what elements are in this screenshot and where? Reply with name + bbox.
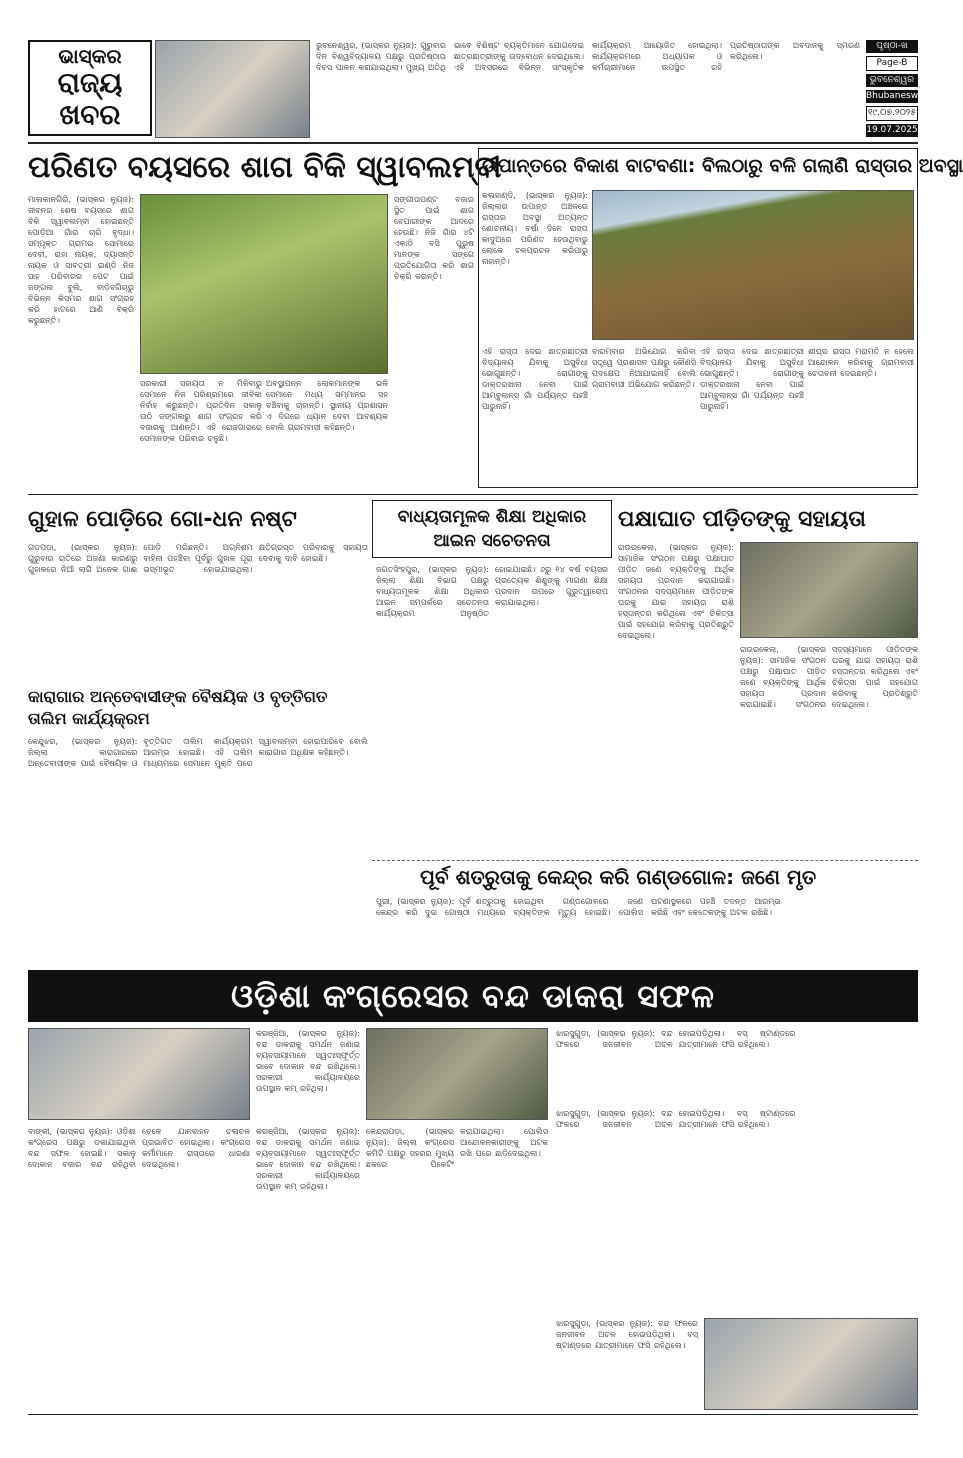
story2-col4: ଶୀଘ୍ର ରାସ୍ତା ମରାମତି ନ ହେଲେ ଆନ୍ଦୋଳନ କରିବାକୁ ଗ୍ରାମବାସୀ ଚେତାବନୀ ଦେଇଛନ୍ତି। xyxy=(808,347,914,378)
story4-text: କେନ୍ଦୁଝର, (ଭାସ୍କର ନ୍ୟୁଜ): ଜିଲ୍ଲା କାରାଗାରରେ ଅନ୍ତେବାସୀଙ୍କ ପାଇଁ ବୈଷୟିକ ଓ ବୃତ୍ତିଗତ ତାଲିମ କାର୍ଯ୍ୟକ୍ରମ ଆରମ୍ଭ ହୋଇଛି। ଏହି ତାଲିମ ମାଧ୍ୟମରେ ସେମାନେ ମୁକ୍ତି ପରେ ସ୍ୱାବଲମ୍ବୀ ହୋଇପାରିବେ ବୋଲି କାରାଗାର ଅଧିକ୍ଷକ କହିଛନ୍ତି। xyxy=(28,737,368,768)
story5-headline-2: ଆଇନ ସଚେତନତା xyxy=(433,531,551,551)
masthead xyxy=(28,40,152,136)
masthead-title-1: ରାଜ୍ୟ xyxy=(57,66,123,99)
rule-top xyxy=(28,142,918,144)
story2-headline: ଉପାନ୍ତରେ ବିକାଶ ବାଟବଣା: ବିଲଠାରୁ ବଳି ଗଲାଣି ରାସ୍ତାର ଅବସ୍ଥା xyxy=(482,155,963,177)
story3-headline: ଗୁହାଳ ପୋଡ଼ିରେ ଗୋ-ଧନ ନଷ୍ଟ xyxy=(28,507,297,532)
story1-headline: ପରିଣତ ବୟସରେ ଶାଗ ବିକି ସ୍ୱାବଲମ୍ବୀ xyxy=(28,150,502,185)
story2-col1: କଳାହାଣ୍ଡି, (ଭାସ୍କର ନ୍ୟୁଜ): ଜିଲ୍ଲାର ଉପାନ୍ତ ଅଞ୍ଚଳରେ ରାସ୍ତାର ଅବସ୍ଥା ଅତ୍ୟନ୍ତ ଶୋଚନୀୟ। ବର୍ଷା ଦିନେ ରାସ୍ତା କାଦୁଅରେ ପରିଣତ ହେଉଥିବାରୁ ଲୋକେ ଚଳପ୍ରଚଳ କରିପାରୁ ନାହାନ୍ତି। xyxy=(482,191,588,266)
story8-photo-1 xyxy=(28,1028,250,1120)
story2-photo xyxy=(592,190,914,340)
date-en: 19.07.2025 xyxy=(866,125,918,135)
masthead-title-2: ଖବର xyxy=(59,98,121,131)
story6-headline: ପକ୍ଷାଘାତ ପୀଡ଼ିତଙ୍କୁ ସହାୟତା xyxy=(618,507,866,532)
story8-col4-top: ଝାରସୁଗୁଡ଼ା, (ଭାସ୍କର ନ୍ୟୁଜ): ବନ୍ଦ ଫଳରେ ଜନଜୀବନ ଅଚଳ ହୋଇପଡ଼ିଥିଲା। ବସ୍ ଷ୍ଟାଣ୍ଡରେ ଯାତ୍ରୀମାନେ ଫସି ରହିଥିଲେ। xyxy=(556,1029,796,1049)
story8-col2-top: କରଞ୍ଜିଆ, (ଭାସ୍କର ନ୍ୟୁଜ): ବନ୍ଦ ଡାକରାକୁ ସମର୍ଥନ ଜଣାଇ ବ୍ୟବସାୟୀମାନେ ସ୍ୱତଃସ୍ଫୂର୍ତ୍ତ ଭାବେ ଦୋକାନ ବନ୍ଦ ରଖିଥିଲେ। ସରକାରୀ କାର୍ଯ୍ୟାଳୟରେ ଉପସ୍ଥାନ କମ୍ ରହିଥିଲା। xyxy=(256,1029,360,1093)
story6-text: ରାଉରକେଲା, (ଭାସ୍କର ନ୍ୟୁଜ): ସାମାଜିକ ସଂଗଠନ ପକ୍ଷରୁ ପକ୍ଷାଘାତ ପୀଡ଼ିତ ଜଣେ ବ୍ୟକ୍ତିଙ୍କୁ ଆର୍ଥିକ ସହାୟତା ପ୍ରଦାନ କରାଯାଇଛି। ସଂଗଠନର ସଦସ୍ୟମାନେ ପୀଡ଼ିତଙ୍କ ଘରକୁ ଯାଇ ସହାୟତା ରାଶି ହସ୍ତାନ୍ତର କରିଥିଲେ ଏବଂ ଚିକିତ୍ସା ପାଇଁ ସହଯୋଗ କରିବାକୁ ପ୍ରତିଶ୍ରୁତି ଦେଇଥିଲେ। xyxy=(618,543,734,640)
story2-col2: ଏହି ରାସ୍ତା ଦେଇ ଛାତ୍ରଛାତ୍ରୀ ବିଦ୍ୟାଳୟ ଯିବାକୁ ଅସୁବିଧା ଭୋଗୁଛନ୍ତି। ରୋଗୀଙ୍କୁ ଡାକ୍ତରଖାନା ନେବା ପାଇଁ ଆମ୍ବୁଲାନ୍ସ ଗାଁ ପର୍ଯ୍ୟନ୍ତ ପହଞ୍ଚି ପାରୁନାହିଁ। xyxy=(482,347,588,411)
masthead-brand: ଭାସ୍କର xyxy=(58,44,122,68)
story8-photo-3 xyxy=(704,1318,918,1410)
city-en: Bhubaneswar xyxy=(866,91,928,101)
page-info xyxy=(866,40,928,138)
story8-headline: ଓଡ଼ିଶା କଂଗ୍ରେସର ବନ୍ଦ ଡାକରା ସଫଳ xyxy=(230,976,716,1015)
story6-photo xyxy=(740,542,918,638)
story7-divider xyxy=(372,860,918,861)
story1-photo xyxy=(140,194,388,374)
story2-col3b: ଏହି ରାସ୍ତା ଦେଇ ଛାତ୍ରଛାତ୍ରୀ ବିଦ୍ୟାଳୟ ଯିବାକୁ ଅସୁବିଧା ଭୋଗୁଛନ୍ତି। ରୋଗୀଙ୍କୁ ଡାକ୍ତରଖାନା ନେବା ପାଇଁ ଆମ୍ବୁଲାନ୍ସ ଗାଁ ପର୍ଯ୍ୟନ୍ତ ପହଞ୍ଚି ପାରୁନାହିଁ। xyxy=(700,347,804,411)
story7-text: ପୁରୀ, (ଭାସ୍କର ନ୍ୟୁଜ): ପୂର୍ବ ଶତ୍ରୁତାକୁ କେନ୍ଦ୍ର କରି ଦୁଇ ଗୋଷ୍ଠୀ ମଧ୍ୟରେ ହୋଇଥିବା ଗଣ୍ଡଗୋଳରେ ଜଣେ ବ୍ୟକ୍ତିଙ୍କ ମୃତ୍ୟୁ ହୋଇଛି। ପୋଲିସ ଘଟଣାସ୍ଥଳରେ ପହଞ୍ଚି ତଦନ୍ତ ଆରମ୍ଭ କରିଛି ଏବଂ କେତେକଙ୍କୁ ଅଟକ ରଖିଛି। xyxy=(376,897,781,917)
story1-col2: ସରକାରୀ ସହାୟତା ନ ମିଳିବାରୁ ସେମାନେ ନିଜ ପରିଶ୍ରମରେ ଜୀବିକା ନିର୍ବାହ କରୁଛନ୍ତି। ପ୍ରତିଦିନ ସକାଳୁ ଉଠି ଜଙ୍ଗଲରୁ ଶାଗ ସଂଗ୍ରହ କରି ବଜାରକୁ ଆଣନ୍ତି। ଏହି ରୋଜଗାରରେ ସେମାନଙ୍କ ପରିବାର ଚଳୁଛି। xyxy=(140,379,262,443)
page-label-en: Page-B xyxy=(866,56,918,71)
story6-text-cont: ରାଉରକେଲା, (ଭାସ୍କର ନ୍ୟୁଜ): ସାମାଜିକ ସଂଗଠନ ପକ୍ଷରୁ ପକ୍ଷାଘାତ ପୀଡ଼ିତ ଜଣେ ବ୍ୟକ୍ତିଙ୍କୁ ଆର୍ଥିକ ସହାୟତା ପ୍ରଦାନ କରାଯାଇଛି। ସଂଗଠନର ସଦସ୍ୟମାନେ ପୀଡ଼ିତଙ୍କ ଘରକୁ ଯାଇ ସହାୟତା ରାଶି ହସ୍ତାନ୍ତର କରିଥିଲେ ଏବଂ ଚିକିତ୍ସା ପାଇଁ ସହଯୋଗ କରିବାକୁ ପ୍ରତିଶ୍ରୁତି ଦେଇଥିଲେ। xyxy=(740,645,918,709)
top-story-text: ଭୁବନେଶ୍ୱର, (ଭାସ୍କର ନ୍ୟୁଜ): ଗୁରୁବାର ଦିନ ବିଶ୍ୱବିଦ୍ୟାଳୟ ପକ୍ଷରୁ ପ୍ରତିଷ୍ଠାତା ଦିବସ ପାଳନ କରାଯାଇଥିଲା। ମୁଖ୍ୟ ଅତିଥି ଭାବେ ବିଶିଷ୍ଟ ବ୍ୟକ୍ତିମାନେ ଯୋଗଦେଇ ଛାତ୍ରଛାତ୍ରୀଙ୍କୁ ଉଦ୍ବୋଧନ ଦେଇଥିଲେ। ଏହି ଅବସରରେ ବିଭିନ୍ନ ସାଂସ୍କୃତିକ କାର୍ଯ୍ୟକ୍ରମ ଆୟୋଜିତ ହୋଇଥିଲା। କାର୍ଯ୍ୟକ୍ରମରେ ଅଧ୍ୟାପକ ଓ କର୍ମଚାରୀମାନେ ଉପସ୍ଥିତ ରହି ପ୍ରତିଷ୍ଠାତାଙ୍କ ଅବଦାନକୁ ସ୍ମରଣ କରିଥିଲେ। xyxy=(316,41,860,72)
story8-col2: କରଞ୍ଜିଆ, (ଭାସ୍କର ନ୍ୟୁଜ): ବନ୍ଦ ଡାକରାକୁ ସମର୍ଥନ ଜଣାଇ ବ୍ୟବସାୟୀମାନେ ସ୍ୱତଃସ୍ଫୂର୍ତ୍ତ ଭାବେ ଦୋକାନ ବନ୍ଦ ରଖିଥିଲେ। ସରକାରୀ କାର୍ଯ୍ୟାଳୟରେ ଉପସ୍ଥାନ କମ୍ ରହିଥିଲା। xyxy=(256,1127,360,1191)
city-od: ଭୁବନେଶ୍ୱର xyxy=(866,74,918,87)
story8-col4-bottom: ଝାରସୁଗୁଡ଼ା, (ଭାସ୍କର ନ୍ୟୁଜ): ବନ୍ଦ ଫଳରେ ଜନଜୀବନ ଅଚଳ ହୋଇପଡ଼ିଥିଲା। ବସ୍ ଷ୍ଟାଣ୍ଡରେ ଯାତ୍ରୀମାନେ ଫସି ରହିଥିଲେ। xyxy=(556,1319,698,1350)
story5-text: ଜଗତସିଂହପୁର, (ଭାସ୍କର ନ୍ୟୁଜ): ଜିଲ୍ଲା ଶିକ୍ଷା ବିଭାଗ ପକ୍ଷରୁ ବାଧ୍ୟତାମୂଳକ ଶିକ୍ଷା ଅଧିକାର ଆଇନ ସମ୍ପର୍କରେ ସଚେତନତା କାର୍ଯ୍ୟକ୍ରମ ଅନୁଷ୍ଠିତ ହୋଇଯାଇଛି। ୬ରୁ ୧୪ ବର୍ଷ ବୟସର ପ୍ରତ୍ୟେକ ଶିଶୁଙ୍କୁ ମାଗଣା ଶିକ୍ଷା ପ୍ରଦାନ ଉପରେ ଗୁରୁତ୍ୱାରୋପ କରାଯାଇଥିଲା। xyxy=(376,565,608,618)
rule-bottom xyxy=(28,1414,918,1415)
story1-col1: ମାଲକାନଗିରି, (ଭାସ୍କର ନ୍ୟୁଜ): ଜୀବନର ଶେଷ ବୟସରେ ଶାଗ ବିକି ସ୍ୱାବଲମ୍ବୀ ହୋଇଛନ୍ତି ପୋଡ଼ିଆ ଗାଁର ଚାରି ବୃଦ୍ଧା। ସମ୍ପୃକ୍ତ ଗ୍ରାମର ସୋମାରେ ଦେବୀ, ରାହା ନାୟକ, ଦ୍ୟାସନ୍ତି ନାୟକ ଓ ସାବତ୍ରୀ ଇଣ୍ଡି ନିଜ ସାହ ପରିବାରର ପେଟ ପାଇଁ ଜଙ୍ଗଲ ବୁଲି, ବାଡ଼ିବଗିଚାରୁ ବିଭିନ୍ନ କିସମର ଶାଗ ସଂଗ୍ରହ କରି ହାଟରେ ଆଣି ବିକ୍ରି କରୁଛନ୍ତି। xyxy=(28,195,134,325)
story2-col3a: ବାରମ୍ବାର ଅଭିଯୋଗ କରିବା ସତ୍ତ୍ୱେ ପ୍ରଶାସନ ପକ୍ଷରୁ କୌଣସି ପଦକ୍ଷେପ ନିଆଯାଇନାହିଁ ବୋଲି ଗ୍ରାମବାସୀ ଅଭିଯୋଗ କରିଛନ୍ତି। xyxy=(592,347,696,389)
story7-headline: ପୂର୍ବ ଶତ୍ରୁତାକୁ କେନ୍ଦ୍ର କରି ଗଣ୍ଡଗୋଳ: ଜଣେ ମୃତ xyxy=(420,865,817,889)
story1-col4: ସଙ୍ଗୀତାପଣ୍ଟ ବଜାର ସ୍ଥିତ ପାଇଁ ଶାଗ ବେପାରୀଙ୍କ ଆଦରେ ହେଉଛି। ନିଜି ଗାଁର ୪ଟି ଏକାଠି ବସି ପୁରୁଷ ମାନଙ୍କ ସଙ୍ଗେ ପ୍ରତିଯୋଗିତା କରି ଶାଗ ବିକ୍ରି କରନ୍ତି। xyxy=(394,195,474,281)
story4-headline: କାରାଗାର ଅନ୍ତେବାସୀଙ୍କ ବୈଷୟିକ ଓ ବୃତ୍ତିଗତ ତାଲିମ କାର୍ଯ୍ୟକ୍ରମ xyxy=(28,687,328,728)
page-label-od: ପୃଷ୍ଠା-ଖ xyxy=(866,40,918,53)
story1-col3: ଅବସ୍ଥାପନ୍ନ ଲୋକମାନଙ୍କ ଭଳି ସେମାନେ ମଧ୍ୟ ସମ୍ମାନର ସହ ବଞ୍ଚିବାକୁ ଚାହାନ୍ତି। ସ୍ଥାନୀୟ ପ୍ରଶାସନ ଏ ଦିଗରେ ଧ୍ୟାନ ଦେବା ଆବଶ୍ୟକ ବୋଲି ଗ୍ରାମବାସୀ କହିଛନ୍ତି। xyxy=(266,379,388,432)
story5-headline-1: ବାଧ୍ୟତାମୂଳକ ଶିକ୍ଷା ଅଧିକାର xyxy=(397,507,587,527)
story8-col3: କେନ୍ଦ୍ରାପଡ଼ା, (ଭାସ୍କର ନ୍ୟୁଜ): ଜିଲ୍ଲା କଂଗ୍ରେସ କମିଟି ପକ୍ଷରୁ ସହରର ମୁଖ୍ୟ ଛକରେ ପିକେଟିଂ କରାଯାଇଥିଲା। ପୋଲିସ ଆନ୍ଦୋଳନକାରୀଙ୍କୁ ଅଟକ ରଖି ପରେ ଛାଡ଼ିଦେଇଥିଲା। xyxy=(366,1127,548,1169)
story8-col1: ବାଙ୍କୀ, (ଭାସ୍କର ନ୍ୟୁଜ): ଓଡ଼ିଶା କଂଗ୍ରେସ ପକ୍ଷରୁ ଡକାଯାଇଥିବା ବନ୍ଦ ସଫଳ ହୋଇଛି। ସକାଳୁ ଦୋକାନ ବଜାର ବନ୍ଦ ରହିଥିବା ବେଳେ ଯାନବାହନ ଚଳାଚଳ ପ୍ରଭାବିତ ହୋଇଥିଲା। କଂଗ୍ରେସ କର୍ମୀମାନେ ରାସ୍ତାରେ ଧାରଣା ଦେଇଥିଲେ। xyxy=(28,1127,250,1169)
story8-photo-2 xyxy=(366,1028,548,1120)
rule-mid1 xyxy=(28,494,918,495)
story3-text: ଗଡ଼ପଡ଼ା, (ଭାସ୍କର ନ୍ୟୁଜ): ଗୁରୁବାର ରାତିରେ ଅଜଣା କାରଣରୁ ଗୁହାଳରେ ନିଆଁ ଲାଗି ଅନେକ ଗାଈ ପୋଡ଼ି ମରିଛନ୍ତି। ଅଗ୍ନିଶମ ବାହିନୀ ପହଞ୍ଚିବା ପୂର୍ବରୁ ଗୁହାଳ ପୂରା ଭସ୍ମୀଭୂତ ହୋଇଯାଇଥିଲା। କ୍ଷତିଗ୍ରସ୍ତ ପରିବାରକୁ ସହାୟତା ଦେବାକୁ ଦାବି ହୋଇଛି। xyxy=(28,543,368,574)
date-od: ୧୯.୦୭.୨୦୨୫ xyxy=(866,106,918,121)
story8-col4: ଝାରସୁଗୁଡ଼ା, (ଭାସ୍କର ନ୍ୟୁଜ): ବନ୍ଦ ଫଳରେ ଜନଜୀବନ ଅଚଳ ହୋଇପଡ଼ିଥିଲା। ବସ୍ ଷ୍ଟାଣ୍ଡରେ ଯାତ୍ରୀମାନେ ଫସି ରହିଥିଲେ। xyxy=(556,1109,796,1129)
story8-banner xyxy=(28,970,918,1022)
top-story-photo xyxy=(155,40,310,138)
